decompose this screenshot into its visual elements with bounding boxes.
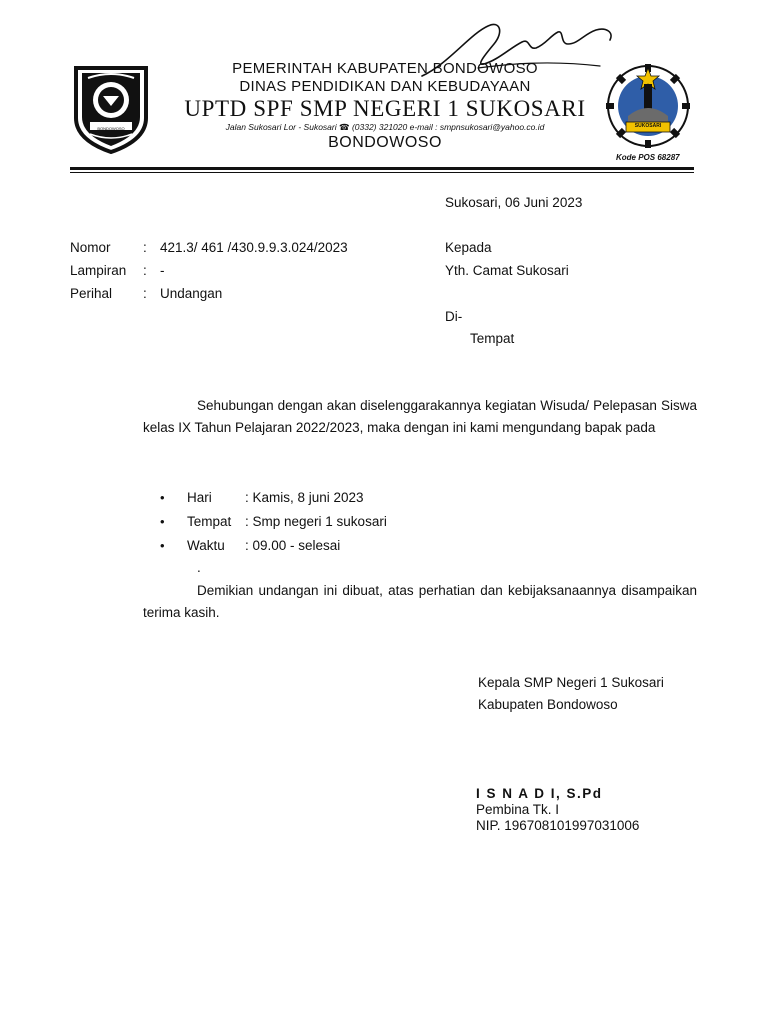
meta-value-lampiran: - [160, 263, 165, 278]
bullet-dot: • [160, 490, 165, 505]
bondowoso-crest-logo [68, 62, 154, 154]
stray-dot: . [197, 560, 201, 575]
meta-label-lampiran: Lampiran [70, 263, 127, 278]
signer-title-1: Kepala SMP Negeri 1 Sukosari [478, 675, 664, 690]
letter-date: Sukosari, 06 Juni 2023 [445, 195, 583, 210]
letterhead-address: Jalan Sukosari Lor - Sukosari ☎ (0332) 321020 e-mail : smpnsukosari@yahoo.co.id [225, 122, 545, 132]
bullet-dot: • [160, 514, 165, 529]
signer-rank: Pembina Tk. I [476, 802, 560, 817]
detail-value-hari: : Kamis, 8 juni 2023 [245, 490, 364, 505]
detail-label-waktu: Waktu [187, 538, 225, 553]
letterhead-department: DINAS PENDIDIKAN DAN KEBUDAYAAN [239, 78, 531, 95]
letterhead-government: PEMERINTAH KABUPATEN BONDOWOSO [232, 60, 538, 77]
crest-banner-text: BONDOWOSO [97, 126, 125, 131]
bullet-dot: • [160, 538, 165, 553]
recipient-name: Yth. Camat Sukosari [445, 263, 569, 278]
recipient-di: Di- [445, 309, 463, 324]
meta-label-nomor: Nomor [70, 240, 111, 255]
meta-sep-nomor: : [143, 240, 147, 255]
meta-value-nomor: 421.3/ 461 /430.9.9.3.024/2023 [160, 240, 348, 255]
signer-nip: NIP. 196708101997031006 [476, 818, 640, 833]
meta-value-perihal: Undangan [160, 286, 223, 301]
recipient-place: Tempat [470, 331, 515, 346]
letterhead-school-name: UPTD SPF SMP NEGERI 1 SUKOSARI [184, 96, 586, 121]
letterhead-rule-thin [70, 172, 694, 173]
signer-title-2: Kabupaten Bondowoso [478, 697, 618, 712]
detail-value-tempat: : Smp negeri 1 sukosari [245, 514, 387, 529]
detail-label-hari: Hari [187, 490, 212, 505]
detail-value-waktu: : 09.00 - selesai [245, 538, 341, 553]
recipient-kepada: Kepada [445, 240, 492, 255]
postal-code: Kode POS 68287 [616, 153, 680, 162]
meta-sep-perihal: : [143, 286, 147, 301]
signer-name: I S N A D I, S.Pd [476, 786, 603, 801]
letterhead-city: BONDOWOSO [328, 134, 442, 151]
meta-label-perihal: Perihal [70, 286, 113, 301]
letterhead-rule-thick [70, 167, 694, 170]
body-paragraph-2: Demikian undangan ini dibuat, atas perhatian dan kebijaksanaannya disampaikan terima kasih. [143, 583, 697, 620]
logo-banner-text: SUKOSARI [634, 123, 662, 129]
handwritten-signature [418, 14, 618, 94]
body-paragraph-1: Sehubungan dengan akan diselenggarakannya kegiatan Wisuda/ Pelepasan Siswa kelas IX Tahun Pelajaran 2022/2023, maka dengan ini kami mengundang bapak pada [143, 398, 697, 435]
detail-label-tempat: Tempat [187, 514, 232, 529]
meta-sep-lampiran: : [143, 263, 147, 278]
